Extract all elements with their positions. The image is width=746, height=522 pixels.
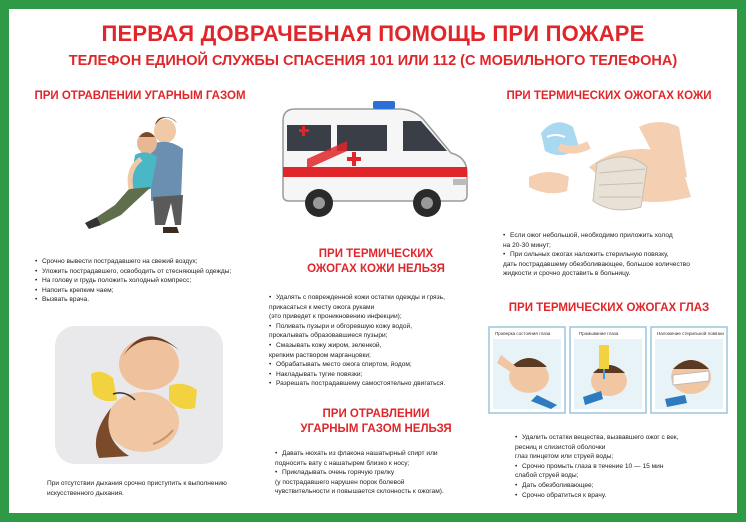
heading-line: ПРИ ОТРАВЛЕНИИ <box>322 408 430 420</box>
list-item: (это приведет к проникновению инфекции); <box>269 313 402 321</box>
co-dont-heading <box>271 407 481 437</box>
list-item: • При сильных ожогах наложить стерильную повязку, <box>503 250 735 260</box>
list-item: • Напоить крепким чаем; <box>35 286 265 296</box>
heading-line: ПРИ ТЕРМИЧЕСКИХ <box>318 248 434 260</box>
list-item: глаз пинцетом или струей воды; <box>515 453 614 461</box>
list-item: • Срочно обратиться к врачу. <box>515 491 735 501</box>
heading-line: УГАРНЫМ ГАЗОМ НЕЛЬЗЯ <box>300 423 452 435</box>
ambulance-illustration <box>277 95 473 223</box>
list-item: • На голову и грудь положить холодный компресс; <box>35 276 265 286</box>
list-item: • Вызвать врача. <box>35 295 265 305</box>
eye-burns-list <box>515 433 735 500</box>
burns-dont-heading <box>271 247 481 277</box>
list-item: • Смазывать кожу жиром, зеленкой, <box>269 341 495 351</box>
rescue-drag-illustration <box>77 109 212 241</box>
step-caption: Промывание глаза <box>579 331 619 336</box>
heading-line: ОЖОГАХ КОЖИ НЕЛЬЗЯ <box>307 263 445 275</box>
list-item: • Если ожог небольшой, необходимо приложить холод <box>503 231 735 241</box>
breathing-note-line: При отсутствии дыхания срочно приступить к выполнению <box>47 480 227 487</box>
list-item: слабой струей воды; <box>515 472 579 480</box>
poster-title: ПЕРВАЯ ДОВРАЧЕБНАЯ ПОМОЩЬ ПРИ ПОЖАРЕ <box>101 21 645 46</box>
eye-aid-step-illustration <box>570 327 646 413</box>
list-item: • Накладывать тугие повязки; <box>269 370 495 380</box>
eye-aid-steps <box>487 325 729 415</box>
list-item: • Срочно промыть глаза в течение 10 — 15 мин <box>515 462 735 472</box>
phone-line: ТЕЛЕФОН ЕДИНОЙ СЛУЖБЫ СПАСЕНИЯ 101 ИЛИ 112 (С МОБИЛЬНОГО ТЕЛЕФОНА) <box>68 53 678 69</box>
co-poisoning-heading: ПРИ ОТРАВЛЕНИИ УГАРНЫМ ГАЗОМ <box>34 90 246 102</box>
list-item: чувствительности и повышается склонность к ожогам). <box>275 488 444 496</box>
eye-burns-heading: ПРИ ТЕРМИЧЕСКИХ ОЖОГАХ ГЛАЗ <box>508 302 710 314</box>
breathing-note <box>47 479 267 498</box>
artificial-breathing-illustration <box>53 324 225 466</box>
co-dont-list <box>275 449 499 497</box>
list-item: • Поливать пузыри и обгоревшую кожу водой, <box>269 322 495 332</box>
list-item: ресниц и слизистой оболочки <box>515 443 606 451</box>
step-caption: Проверка состояния глаза <box>495 331 551 336</box>
skin-burns-list <box>503 231 735 279</box>
list-item: • Обрабатывать место ожога спиртом, йодом; <box>269 360 495 370</box>
list-item: • Удалить остатки вещества, вызвавшего ожог с век, <box>515 433 735 443</box>
step-caption: Наложение стерильной повязки <box>657 331 724 336</box>
eye-aid-step-illustration <box>489 327 565 413</box>
list-item: • Прикладывать очень горячую грелку <box>275 468 499 478</box>
list-item: • Разрешать пострадавшему самостоятельно двигаться. <box>269 379 495 389</box>
list-item: • Удалять с поврежденной кожи остатки одежды и грязь, <box>269 293 495 303</box>
list-item: (у пострадавшего нарушен порок болевой <box>275 478 405 486</box>
breathing-note-line: искусственного дыхания. <box>47 489 124 497</box>
list-item: прокалывать образовавшиеся пузыри; <box>269 332 388 340</box>
list-item: на 20-30 минут; <box>503 241 551 249</box>
co-poisoning-list <box>35 257 265 305</box>
list-item: • Уложить пострадавшего, освободить от стесняющей одежды; <box>35 267 265 277</box>
skin-burns-heading: ПРИ ТЕРМИЧЕСКИХ ОЖОГАХ КОЖИ <box>506 90 712 102</box>
list-item: прикасаться к месту ожога руками <box>269 303 375 311</box>
list-item: • Срочно вывести пострадавшего на свежий воздух; <box>35 257 265 267</box>
eye-aid-step-illustration <box>651 327 727 413</box>
burns-dont-list <box>269 293 495 389</box>
list-item: • Давать нюхать из флакона нашатырный спирт или <box>275 449 499 459</box>
burn-cooling-illustration <box>529 107 699 219</box>
list-item: крепким раствором марганцовки; <box>269 351 371 359</box>
list-item: подносить вату с нашатырем близко к носу; <box>275 459 410 467</box>
list-item: • Дать обезболивающее; <box>515 481 735 491</box>
list-item: дать пострадавшему обезболивающее, большое количество <box>503 260 690 268</box>
list-item: жидкости и срочно доставить в больницу. <box>503 270 631 278</box>
